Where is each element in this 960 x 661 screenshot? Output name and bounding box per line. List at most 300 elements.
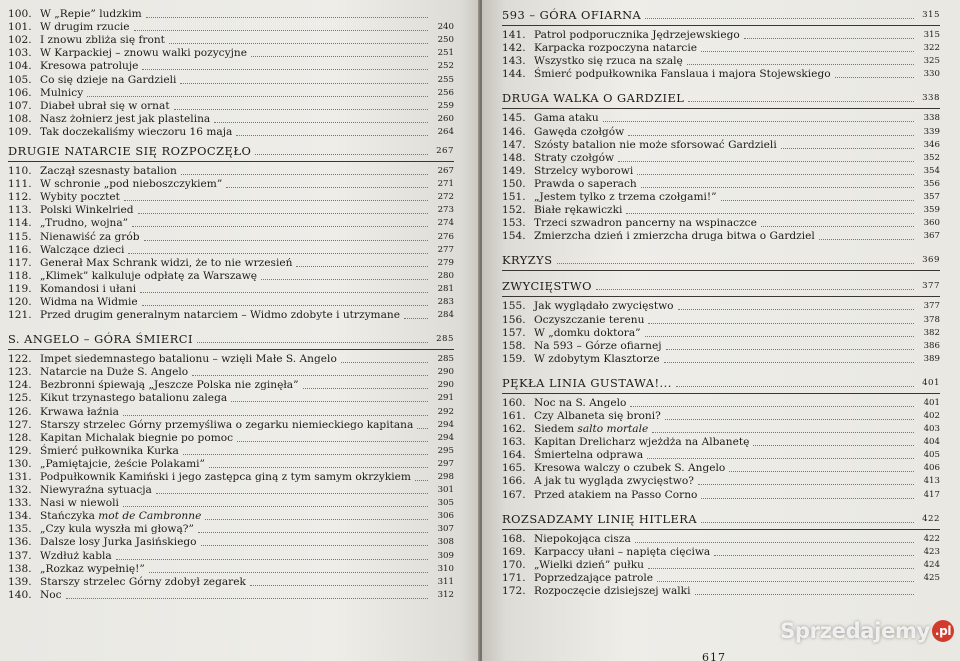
entry-page-number: 367 — [923, 231, 940, 242]
section-zwyciestwo — [502, 279, 940, 365]
watermark-badge — [932, 620, 954, 642]
entry-number: 102. — [8, 34, 32, 47]
toc-entry — [502, 533, 940, 546]
leader-dots — [664, 362, 914, 363]
entry-page-number: 403 — [923, 424, 940, 435]
entry-page-number: 279 — [437, 257, 454, 268]
entry-number: 172. — [502, 585, 526, 597]
toc-entry — [8, 309, 454, 322]
leader-dots — [665, 419, 914, 420]
toc-entry — [8, 379, 454, 392]
entry-page-number: 281 — [437, 283, 454, 294]
section-heading — [502, 91, 940, 106]
leader-dots — [603, 121, 914, 122]
entry-number: 128. — [8, 431, 32, 444]
entry-number: 163. — [502, 436, 526, 449]
section-heading-text: S. ANGELO – GÓRA ŚMIERCI — [8, 332, 194, 347]
section-gora-ofiarna — [502, 8, 940, 81]
toc-entry — [8, 165, 454, 178]
entry-number: 136. — [8, 536, 32, 549]
leader-dots — [701, 522, 914, 523]
entry-page-number: 422 — [923, 533, 940, 544]
toc-entry — [502, 340, 940, 353]
entry-title-italic: salto mortale — [577, 423, 649, 436]
leader-dots — [255, 154, 428, 155]
entry-number: 160. — [502, 396, 526, 409]
entry-page-number: 406 — [923, 463, 940, 474]
entry-page-number: 377 — [923, 301, 940, 312]
watermark-badge-text: .pl — [934, 624, 952, 638]
leader-dots — [197, 342, 428, 343]
leader-dots — [169, 43, 428, 44]
entry-page-number: 277 — [437, 244, 454, 255]
entry-number: 134. — [8, 510, 32, 523]
toc-entry — [502, 139, 940, 152]
toc-entry — [8, 523, 454, 536]
toc-entry — [8, 87, 454, 100]
entry-number: 148. — [502, 151, 526, 164]
leader-dots — [303, 388, 428, 389]
leader-dots — [140, 292, 428, 293]
toc-entry — [8, 419, 454, 432]
section-heading — [8, 332, 454, 347]
entry-title: W schronie „pod nieboszczykiem” — [40, 178, 223, 191]
section-page-number: 267 — [436, 145, 454, 156]
toc-entry — [502, 313, 940, 326]
leader-dots — [296, 266, 428, 267]
entry-title: Na 593 – Górze ofiarnej — [534, 339, 662, 352]
entry-number: 118. — [8, 269, 32, 282]
toc-entry — [502, 436, 940, 449]
entry-page-number: 389 — [923, 353, 940, 364]
section-drugie-natarcie — [8, 144, 454, 322]
entry-page-number: 307 — [437, 524, 454, 535]
entry-title: „Pamiętajcie, żeście Polakami” — [40, 457, 205, 470]
entry-number: 108. — [8, 112, 32, 125]
toc-entry — [502, 546, 940, 559]
toc-entry — [8, 230, 454, 243]
right-page — [482, 0, 960, 661]
entry-number: 151. — [502, 191, 526, 204]
toc-entry — [502, 42, 940, 55]
entry-number: 169. — [502, 545, 526, 558]
leader-dots — [192, 375, 428, 376]
entry-page-number: 417 — [923, 489, 940, 500]
leader-dots — [181, 174, 428, 175]
entry-number: 142. — [502, 42, 526, 55]
entry-title: Rozpoczęcie dzisiejszej walki — [534, 585, 691, 597]
entry-page-number: 264 — [437, 126, 454, 137]
entry-page-number: 352 — [923, 152, 940, 163]
entry-page-number: 305 — [437, 498, 454, 509]
entry-number: 168. — [502, 532, 526, 545]
page-folio: 617 — [702, 651, 726, 661]
leader-dots — [124, 200, 428, 201]
entry-title: „Czy kula wyszła mi głową?” — [40, 523, 194, 536]
entry-title: Trzeci szwadron pancerny na wspinaczce — [534, 217, 757, 230]
leader-dots — [721, 200, 914, 201]
leader-dots — [231, 401, 428, 402]
entry-page-number: 310 — [437, 563, 454, 574]
entry-title: Czy Albaneta się broni? — [534, 409, 661, 422]
leader-dots — [156, 493, 428, 494]
entry-number: 155. — [502, 300, 526, 313]
right-column — [502, 8, 940, 598]
toc-entry — [502, 572, 940, 585]
entry-title: Zmierzcha dzień i zmierzcha druga bitwa o Gardziel — [534, 230, 815, 243]
leader-dots — [261, 279, 428, 280]
entry-number: 115. — [8, 230, 32, 243]
entry-page-number: 382 — [923, 327, 940, 338]
entry-title: Kikut trzynastego batalionu zalega — [40, 392, 228, 405]
section-kryzys — [502, 253, 940, 271]
leader-dots — [132, 226, 428, 227]
entry-number: 113. — [8, 204, 32, 217]
leader-dots — [415, 480, 428, 481]
entry-number: 154. — [502, 230, 526, 243]
toc-entry — [8, 217, 454, 230]
entry-number: 143. — [502, 55, 526, 68]
leader-dots — [645, 336, 914, 337]
entry-title: Podpułkownik Kamiński i jego zastępca giną z tym samym okrzykiem — [40, 471, 411, 483]
section-rule — [8, 161, 454, 162]
toc-entry — [8, 576, 454, 589]
toc-entry — [502, 68, 940, 81]
entry-title: „Jestem tylko z trzema czołgami!” — [534, 191, 717, 204]
leader-dots — [128, 253, 428, 254]
section-page-number: 377 — [922, 281, 940, 292]
entry-page-number: 271 — [437, 179, 454, 190]
toc-entry — [502, 300, 940, 313]
entry-number: 106. — [8, 86, 32, 99]
toc-entry — [8, 204, 454, 217]
leader-dots — [701, 51, 914, 52]
entry-title: I znowu zbliża się front — [40, 34, 165, 47]
entry-page-number: 298 — [437, 472, 454, 482]
entry-page-number: 280 — [437, 270, 454, 281]
section-heading — [502, 279, 940, 294]
leader-dots — [729, 471, 914, 472]
entry-page-number: 272 — [437, 192, 454, 203]
entry-page-number: 357 — [923, 192, 940, 203]
entry-page-number: 308 — [437, 537, 454, 548]
entry-number: 130. — [8, 457, 32, 470]
section-page-number: 338 — [922, 93, 940, 104]
entry-title: Szósty batalion nie może sforsować Gardzieli — [534, 138, 777, 151]
toc-list — [502, 112, 940, 243]
entry-page-number: 294 — [437, 432, 454, 443]
entry-title: Kresowa patroluje — [40, 60, 139, 73]
leader-dots — [417, 428, 428, 429]
leader-dots — [701, 498, 914, 499]
entry-title: Oczyszczanie terenu — [534, 313, 645, 326]
entry-number: 165. — [502, 462, 526, 475]
entry-page-number: 259 — [437, 100, 454, 111]
section-rule — [8, 349, 454, 350]
entry-page-number: 424 — [923, 559, 940, 570]
entry-page-number: 325 — [923, 56, 940, 67]
toc-entry — [8, 270, 454, 283]
toc-entry — [8, 392, 454, 405]
entry-title: W Karpackiej – znowu walki pozycyjne — [40, 47, 247, 60]
toc-entry — [502, 152, 940, 165]
section-heading — [502, 376, 940, 391]
entry-page-number: 256 — [437, 87, 454, 98]
entry-title: Gama ataku — [534, 112, 599, 125]
section-page-number: 285 — [436, 334, 454, 345]
entry-title: Patrol podporucznika Jędrzejewskiego — [534, 29, 740, 42]
toc-entry — [8, 178, 454, 191]
entry-number: 167. — [502, 488, 526, 501]
toc-entry — [8, 471, 454, 484]
entry-number: 171. — [502, 571, 526, 584]
toc-entry — [502, 585, 940, 598]
entry-title: Wybity pocztet — [40, 191, 120, 204]
entry-page-number: 356 — [923, 178, 940, 189]
toc-entry — [8, 21, 454, 34]
leader-dots — [87, 96, 428, 97]
entry-number: 152. — [502, 204, 526, 217]
leader-dots — [753, 445, 914, 446]
entry-page-number: 267 — [437, 166, 454, 177]
leader-dots — [628, 135, 914, 136]
entry-number: 145. — [502, 112, 526, 125]
entry-title: Krwawa łaźnia — [40, 405, 119, 418]
section-linia-gustawa — [502, 376, 940, 502]
entry-number: 121. — [8, 309, 32, 322]
entry-page-number: 311 — [437, 576, 454, 587]
section-heading-text: 593 – GÓRA OFIARNA — [502, 8, 642, 22]
leader-dots — [637, 174, 914, 175]
section-page-number: 422 — [922, 513, 940, 524]
section-linia-hitlera — [502, 512, 940, 598]
leader-dots — [819, 239, 914, 240]
entry-title: Natarcie na Duże S. Angelo — [40, 366, 189, 379]
section-page-number: 315 — [922, 10, 940, 20]
leader-dots — [226, 187, 428, 188]
entry-number: 101. — [8, 21, 32, 34]
entry-page-number: 405 — [923, 450, 940, 461]
toc-entry — [502, 125, 940, 138]
section-page-number: 369 — [922, 255, 940, 266]
leader-dots — [201, 545, 428, 546]
toc-entry — [502, 204, 940, 217]
entry-title: Niewyraźna sytuacja — [40, 484, 152, 497]
toc-entry — [502, 178, 940, 191]
toc-entry — [8, 244, 454, 257]
entry-page-number: 255 — [437, 74, 454, 85]
toc-entry — [502, 165, 940, 178]
entry-title: Przed atakiem na Passo Corno — [534, 488, 698, 501]
entry-number: 170. — [502, 558, 526, 571]
leader-dots — [123, 506, 428, 507]
section-heading — [502, 8, 940, 23]
leader-dots — [596, 289, 914, 290]
entry-title: W „Repie” ludzkim — [40, 8, 142, 21]
entry-title: Poprzedzające patrole — [534, 571, 654, 584]
entry-page-number: 322 — [923, 43, 940, 54]
toc-entry — [502, 462, 940, 475]
toc-entry — [8, 34, 454, 47]
entry-title: Nasz żołnierz jest jak plastelina — [40, 112, 211, 125]
leader-dots — [198, 532, 428, 533]
entry-title: A jak tu wygląda zwycięstwo? — [534, 475, 694, 488]
entry-page-number: 315 — [923, 30, 940, 41]
section-heading — [502, 253, 940, 268]
leader-dots — [630, 406, 914, 407]
toc-list — [502, 533, 940, 598]
toc-entry — [502, 112, 940, 125]
toc-entry — [8, 497, 454, 510]
entry-title: Diabeł ubrał się w ornat — [40, 99, 170, 112]
toc-entry — [8, 126, 454, 139]
entry-number: 103. — [8, 47, 32, 60]
leader-dots — [626, 213, 914, 214]
toc-entry — [8, 100, 454, 113]
entry-page-number: 402 — [923, 410, 940, 421]
toc-entry — [8, 366, 454, 379]
entry-number: 131. — [8, 471, 32, 483]
entry-number: 146. — [502, 125, 526, 138]
toc-list — [8, 353, 454, 602]
leader-dots — [781, 148, 914, 149]
entry-number: 127. — [8, 418, 32, 431]
toc-entry — [502, 449, 940, 462]
toc-entry — [8, 283, 454, 296]
entry-page-number: 290 — [437, 367, 454, 378]
entry-title: Mulnicy — [40, 86, 84, 99]
entry-title: „Klimek” kalkuluje odpłatę za Warszawę — [40, 269, 258, 282]
entry-title: Tak doczekaliśmy wieczoru 16 maja — [40, 125, 233, 138]
entry-number: 158. — [502, 339, 526, 352]
leader-dots — [687, 64, 914, 65]
section-heading-text: DRUGIE NATARCIE SIĘ ROZPOCZĘŁO — [8, 143, 252, 158]
entry-title: Jak wyglądało zwycięstwo — [534, 300, 674, 313]
entry-title: W zdobytym Klasztorze — [534, 352, 660, 365]
leader-dots — [676, 386, 914, 387]
leader-dots — [142, 305, 428, 306]
entry-page-number: 292 — [437, 406, 454, 417]
entry-number: 138. — [8, 562, 32, 575]
section-rule — [502, 393, 940, 394]
leader-dots — [174, 109, 428, 110]
leader-dots — [698, 484, 914, 485]
toc-entry — [8, 113, 454, 126]
leader-dots — [214, 122, 428, 123]
entry-number: 139. — [8, 575, 32, 588]
leader-dots — [134, 30, 428, 31]
section-rule — [502, 108, 940, 109]
toc-entry — [8, 445, 454, 458]
entry-number: 153. — [502, 217, 526, 230]
entry-title: Strzelcy wyborowi — [534, 164, 634, 177]
entry-page-number: 251 — [437, 48, 454, 59]
left-column — [8, 8, 454, 602]
entry-title: Nienawiść za grób — [40, 230, 140, 243]
entry-title: Bezbronni śpiewają „Jeszcze Polska nie zginęła” — [40, 379, 299, 392]
leader-dots — [688, 101, 914, 102]
leader-dots — [116, 559, 428, 560]
entry-number: 132. — [8, 484, 32, 497]
watermark-text: Sprzedajemy — [780, 619, 930, 643]
leader-dots — [146, 17, 428, 18]
entry-number: 166. — [502, 475, 526, 488]
entry-number: 119. — [8, 282, 32, 295]
entry-title: Noc — [40, 588, 62, 601]
entry-number: 150. — [502, 177, 526, 190]
entry-page-number: 285 — [437, 354, 454, 365]
entry-title: Karpacka rozpoczyna natarcie — [534, 42, 697, 55]
entry-title: Polski Winkelried — [40, 204, 134, 217]
entry-title: W drugim rzucie — [40, 21, 130, 34]
entry-title: Przed drugim generalnym natarciem – Widmo zdobyte i utrzymane — [40, 309, 401, 322]
leader-dots — [645, 18, 914, 19]
entry-title: „Wielki dzień” pułku — [534, 558, 644, 571]
toc-entry — [502, 475, 940, 488]
toc-entry — [8, 405, 454, 418]
leader-dots — [237, 441, 428, 442]
toc-entry — [502, 397, 940, 410]
toc-entry — [8, 458, 454, 471]
entry-title: Karpaccy ułani – napięta cięciwa — [534, 545, 711, 558]
toc-entry — [502, 353, 940, 366]
section-heading-text: ROZSADZAMY LINIĘ HITLERA — [502, 511, 698, 526]
leader-dots — [236, 135, 428, 136]
entry-title: Starszy strzelec Górny zdobył zegarek — [40, 575, 246, 588]
toc-entry — [8, 8, 454, 21]
entry-number: 135. — [8, 523, 32, 536]
toc-entry — [8, 563, 454, 576]
leader-dots — [648, 323, 914, 324]
entry-page-number: 274 — [437, 218, 454, 229]
leader-dots — [123, 415, 428, 416]
entry-title: Śmierć pułkownika Kurka — [40, 444, 179, 457]
toc-entry — [8, 432, 454, 445]
entry-number: 104. — [8, 60, 32, 73]
toc-entry — [8, 549, 454, 562]
entry-title: „Rozkaz wypełnię!” — [40, 562, 145, 575]
leader-dots — [557, 263, 915, 264]
leader-dots — [652, 432, 914, 433]
entry-title: Wzdłuż kabla — [40, 549, 112, 562]
entry-page-number: 290 — [437, 380, 454, 391]
toc-entry — [502, 230, 940, 243]
toc-entry — [502, 423, 940, 436]
entry-number: 122. — [8, 353, 32, 366]
toc-entry — [8, 191, 454, 204]
toc-entry — [8, 536, 454, 549]
entry-page-number: 354 — [923, 165, 940, 176]
entry-title: Wszystko się rzuca na szalę — [534, 55, 683, 68]
leader-dots — [635, 542, 914, 543]
entry-number: 105. — [8, 73, 32, 86]
entry-page-number: 250 — [437, 35, 454, 46]
entry-page-number: 301 — [437, 485, 454, 496]
leader-dots — [648, 568, 914, 569]
leader-dots — [142, 69, 428, 70]
toc-entry — [502, 488, 940, 501]
entry-number: 164. — [502, 449, 526, 462]
entry-title-italic: mot de Cambronne — [98, 510, 202, 523]
section-heading-text: DRUGA WALKA O GARDZIEL — [502, 91, 685, 106]
entry-number: 116. — [8, 243, 32, 256]
entry-title: Białe rękawiczki — [534, 204, 623, 217]
toc-entry — [8, 589, 454, 602]
entry-title: W „domku doktora” — [534, 326, 641, 339]
entry-number: 129. — [8, 444, 32, 457]
entry-title — [40, 510, 201, 523]
entry-number: 109. — [8, 125, 32, 138]
